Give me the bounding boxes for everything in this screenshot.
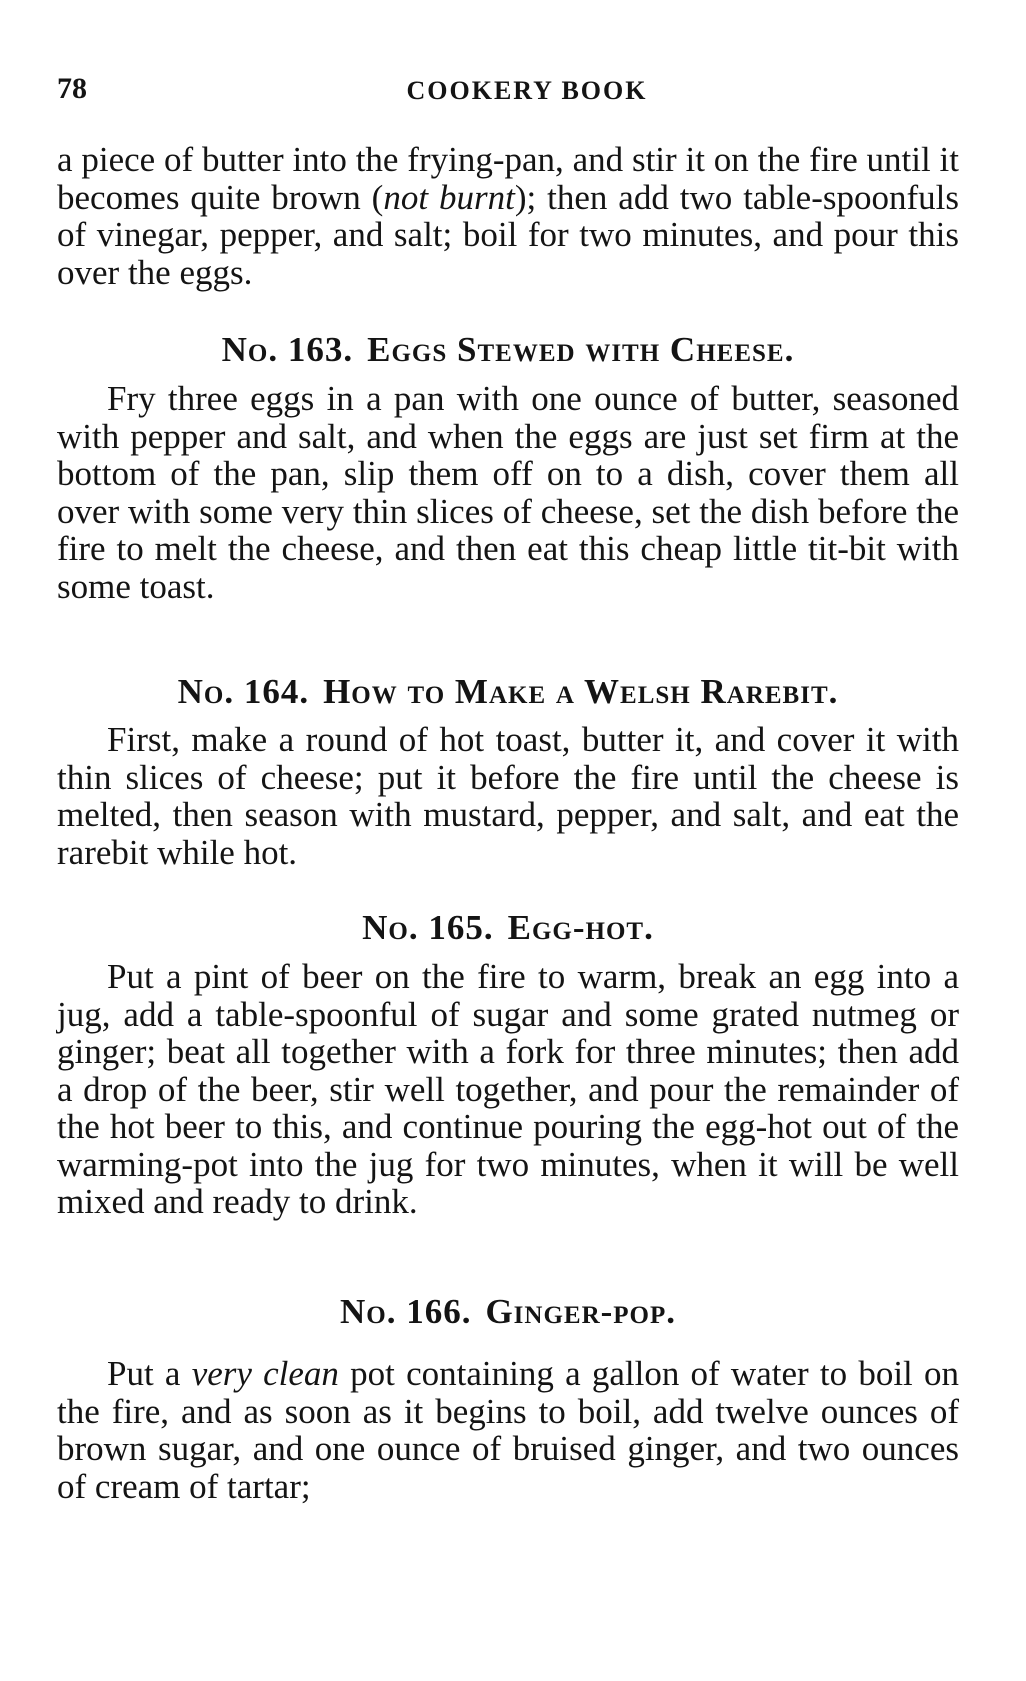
recipe-164-title: How to Make a Welsh Rarebit.: [323, 672, 839, 711]
intro-text-a: a piece of butter into the frying-pan, and stir it on the fire until it becomes quite brown (: [57, 140, 959, 217]
intro-paragraph: [57, 141, 959, 291]
running-title: COOKERY BOOK: [406, 76, 648, 105]
recipe-163-number: No. 163.: [221, 330, 354, 369]
recipe-166-number: No. 166.: [339, 1292, 472, 1331]
recipe-163-body: Fry three eggs in a pan with one ounce of butter, seasoned with pepper and salt, and when the eggs are just set firm at the bottom of the pan, slip them off on to a dish, cover them all over with some very thin slices of cheese, set the dish before the fire to melt the cheese, and then eat this cheap little tit-bit with some toast.: [57, 379, 959, 606]
recipe-163-heading: [57, 330, 959, 370]
recipe-166-text-a: Put a: [107, 1354, 192, 1393]
recipe-166-body: [57, 1355, 959, 1505]
recipe-165-heading: [57, 908, 959, 948]
recipe-166-title: Ginger-pop.: [485, 1292, 677, 1331]
intro-text-b: ); then add two table-spoonfuls of vinegar, pepper, and salt; boil for two minutes, and pour this over the eggs.: [57, 177, 959, 292]
recipe-165-body: Put a pint of beer on the fire to warm, break an egg into a jug, add a table-spoonful of sugar and some grated nutmeg or ginger; beat all together with a fork for three minutes; then add a drop of the beer, stir well together, and pour the remainder of the hot beer to this, and continue pouring the egg-hot out of the warming-pot into the jug for two minutes, when it will be well mixed and ready to drink.: [57, 957, 959, 1221]
recipe-166-heading: [57, 1292, 959, 1332]
recipe-164-heading: [57, 672, 959, 712]
page-number: 78: [57, 72, 87, 105]
recipe-163-title: Eggs Stewed with Cheese.: [367, 330, 795, 369]
intro-italic: not burnt: [383, 177, 515, 217]
page-header: [57, 72, 957, 112]
recipe-165-number: No. 165.: [362, 908, 494, 947]
recipe-165-title: Egg-hot.: [507, 908, 654, 947]
recipe-166-text-b: pot containing a gallon of water to boil on the fire, and as soon as it begins to boil, add twelve ounces of brown sugar, and one ounce of bruised ginger, and two ounces of cream of tartar;: [57, 1354, 959, 1506]
recipe-166-italic: very clean: [191, 1354, 339, 1393]
recipe-164-number: No. 164.: [177, 672, 310, 711]
recipe-164-body: First, make a round of hot toast, butter it, and cover it with thin slices of cheese; put it before the fire until the cheese is melted, then season with mustard, pepper, and salt, and eat the rarebit while hot.: [57, 720, 959, 872]
